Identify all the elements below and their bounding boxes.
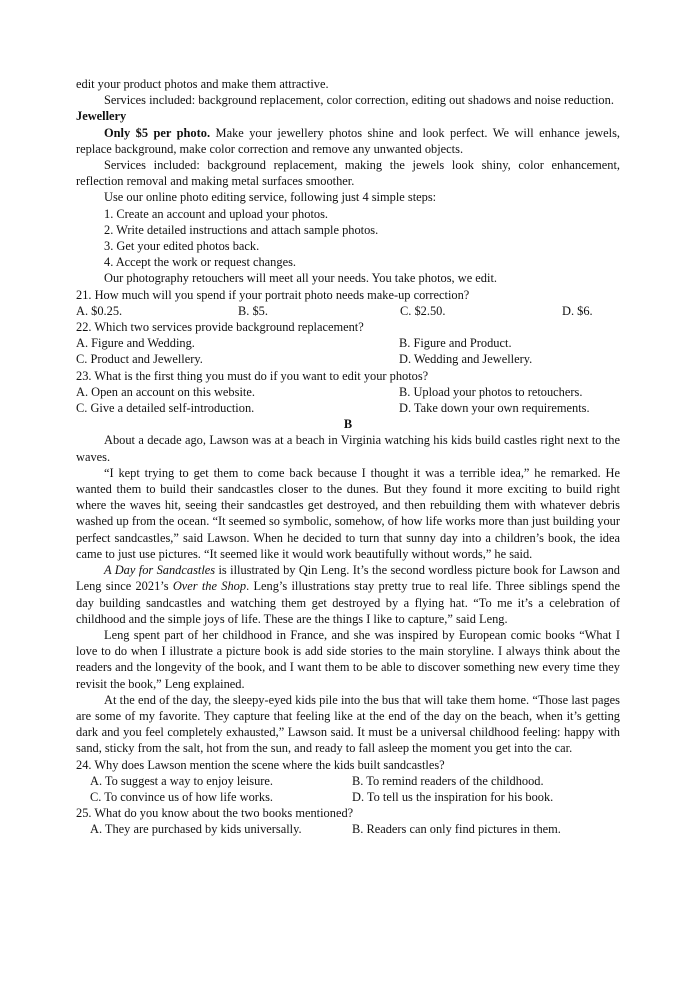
steps-intro: Use our online photo editing service, following just 4 simple steps:	[104, 190, 437, 205]
step-item: 4. Accept the work or request changes.	[104, 255, 296, 270]
option-b: B. To remind readers of the childhood.	[352, 773, 544, 788]
section-b-label: B	[343, 417, 353, 432]
option-a: A. To suggest a way to enjoy leisure.	[90, 773, 274, 788]
jewellery-desc-text: Make your jewellery photos shine and look perfect. We will enhance jewels, replace background, make color correction and remove any unwanted objects.	[76, 125, 620, 156]
question-24: 24. Why does Lawson mention the scene where the kids built sandcastles?	[76, 757, 445, 772]
option-a: A. Open an account on this website.	[76, 384, 255, 399]
passage-b-paragraph-5: At the end of the day, the sleepy-eyed kids pile into the bus that will take them home. “Those last pages are some of my favorite. They capture that feeling like at the end of the day on the beach, when it’s getting dark and you feel completely exhausted,” Lawson said. It must be a universal childhood feeling: happy with sand, sticky from the salt, hot from the sun, and ready to fall asleep the moment you get into the car.	[76, 692, 620, 756]
book-title: A Day for Sandcastles	[104, 563, 216, 578]
question-22: 22. Which two services provide background replacement?	[76, 320, 364, 335]
question-23: 23. What is the first thing you must do if you want to edit your photos?	[76, 368, 429, 383]
jewellery-description	[76, 125, 620, 157]
option-b: B. Upload your photos to retouchers.	[399, 384, 583, 399]
option-b: B. Figure and Product.	[399, 336, 512, 351]
option-c: C. $2.50.	[400, 303, 446, 318]
passage-b-paragraph-1: About a decade ago, Lawson was at a beach in Virginia watching his kids build castles right next to the waves.	[76, 433, 620, 464]
question-22-options	[76, 335, 620, 367]
exam-page	[76, 76, 620, 838]
question-23-options	[76, 384, 620, 416]
passage-b-paragraph-2: “I kept trying to get them to come back because I thought it was a terrible idea,” he remarked. He wanted them to build their sandcastles closer to the dunes. But they found it more exciting to build right where the waves hit, seeing their sandcastles get destroyed, and then rebuilding them with whatever debris washed up from the ocean. “It seemed so symbolic, somehow, of how life works more than just building your perfect sandcastles,” said Lawson. When he decided to turn that sunny day into a children’s book, the idea came to just use pictures. “It seemed like it would work beautifully without words,” he said.	[76, 465, 620, 561]
step-item: 1. Create an account and upload your photos.	[104, 206, 328, 221]
option-b: B. $5.	[238, 303, 268, 318]
step-item: 2. Write detailed instructions and attach sample photos.	[104, 222, 379, 237]
question-21: 21. How much will you spend if your portrait photo needs make-up correction?	[76, 287, 470, 302]
passage-b-paragraph-3	[76, 562, 620, 627]
option-a: A. Figure and Wedding.	[76, 336, 195, 351]
option-c: C. Give a detailed self-introduction.	[76, 401, 255, 416]
option-a: A. $0.25.	[76, 303, 123, 318]
jewellery-services: Services included: background replacement, making the jewels look shiny, color enhancement, reflection removal and making metal surfaces smoother.	[76, 158, 620, 189]
option-d: D. Take down your own requirements.	[399, 401, 590, 416]
book-title: Over the Shop	[172, 579, 247, 594]
option-d: D. $6.	[562, 303, 593, 318]
step-item: 3. Get your edited photos back.	[104, 239, 260, 254]
product-services: Services included: background replacement, color correction, editing out shadows and noise reduction.	[104, 93, 614, 108]
jewellery-price: Only $5 per photo.	[104, 125, 211, 140]
option-c: C. Product and Jewellery.	[76, 352, 203, 367]
question-21-options	[76, 303, 620, 319]
question-25: 25. What do you know about the two books mentioned?	[76, 806, 354, 821]
option-b: B. Readers can only find pictures in them.	[352, 822, 561, 837]
passage-b-paragraph-4: Leng spent part of her childhood in France, and she was inspired by European comic books “What I love to do when I illustrate a picture book is add side stories to the main storyline. I always think about the readers and the longevity of the book, and I want them to be able to discover something new every time they revisit the book,” Leng explained.	[76, 627, 620, 691]
intro-tail: edit your product photos and make them attractive.	[76, 77, 329, 91]
paragraph-text: is illustrated by Qin Leng. It’s the second wordless picture book for Lawson and Leng since 2021’s	[76, 563, 620, 594]
question-24-options	[76, 773, 620, 805]
option-d: D. Wedding and Jewellery.	[399, 352, 533, 367]
jewellery-heading: Jewellery	[76, 109, 127, 124]
option-a: A. They are purchased by kids universally.	[90, 822, 302, 837]
option-d: D. To tell us the inspiration for his book.	[352, 789, 554, 804]
paragraph-text: . Leng’s illustrations stay pretty true to real life. Three siblings spend the day building sandcastles and watching them get destroyed by a flying hat. “To me it’s a celebration of childhood and the simple joys of life. These are the things I like to capture,” said Leng.	[76, 579, 620, 626]
closing-line: Our photography retouchers will meet all your needs. You take photos, we edit.	[104, 271, 497, 286]
option-c: C. To convince us of how life works.	[90, 789, 274, 804]
question-25-options	[76, 821, 620, 837]
